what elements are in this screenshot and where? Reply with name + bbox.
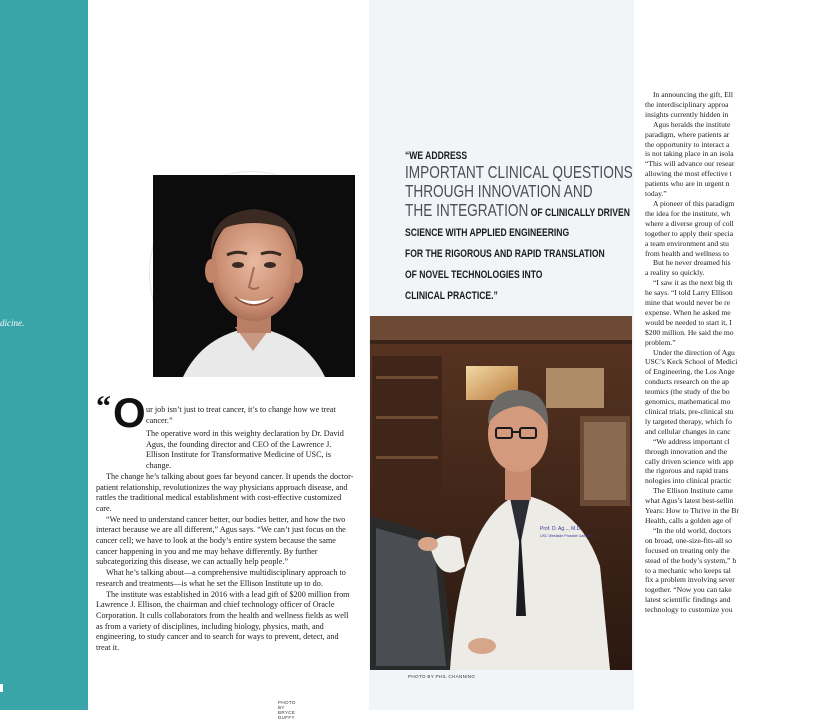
- right-column-line: $200 million. He said the mo: [645, 327, 734, 337]
- right-column-line: together. “Now you can take: [645, 585, 732, 595]
- right-column-line: the idea for the institute, wh: [645, 208, 731, 218]
- right-column-line: through innovation and the: [645, 446, 728, 456]
- right-column-paragraph: [645, 120, 835, 199]
- right-column-line: problem.”: [645, 337, 676, 347]
- right-column-line: together to apply their specia: [645, 228, 734, 238]
- right-column-line: “In the old world, doctors: [653, 525, 732, 535]
- pull-quote-line: “WE ADDRESS: [405, 150, 468, 162]
- right-column-line: to a mechanic who keeps tal: [645, 565, 731, 575]
- paragraph: The institute was established in 2016 with a lead gift of $200 million from Lawrence J. Ellison, the chairman and chief technology officer of Oracle Corporation. It culls collaborators from the health and wellness fields as well as from a variety of disciplines, including biology, physics, math, and engineering, to study cancer and to search for ways to prevent, detect, and treat it.: [96, 589, 350, 653]
- right-column-line: what Agus’s latest best-sellin: [645, 496, 734, 506]
- right-column-paragraph: [645, 486, 835, 526]
- right-column-line: But he never dreamed his: [653, 258, 731, 268]
- right-column-line: technology to customize you: [645, 605, 733, 615]
- right-column-line: expense. When he asked me: [645, 307, 731, 317]
- paragraph: The change he’s talking about goes far beyond cancer. It upends the doctor-patient relationship, revolutionizes the way physicians approach disease, and rattles the traditional medical establishment with cost-effective customized care.: [96, 471, 354, 513]
- pull-quote-line: [405, 200, 630, 223]
- opening-quote-mark: “: [96, 390, 111, 423]
- right-column-line: Health, calls a golden age of: [645, 515, 732, 525]
- right-column-line: the interdisciplinary approa: [645, 99, 729, 109]
- right-column-line: paradigm, where patients ar: [645, 129, 730, 139]
- right-column-line: “We address important cl: [653, 436, 730, 446]
- article-paragraphs: [96, 429, 354, 654]
- right-column-line: Under the direction of Agu: [653, 347, 735, 357]
- right-column-line: patients who are in urgent n: [645, 179, 730, 189]
- right-column-paragraph: [645, 278, 835, 347]
- lead-sentence: ur job isn’t just to treat cancer, it’s to change how we treat cancer.”: [146, 405, 336, 425]
- pull-quote-line: OF NOVEL TECHNOLOGIES INTO: [405, 269, 543, 281]
- paragraph: “We need to understand cancer better, our bodies better, and how the two interact because we are all different,” Agus says. “We can’t just focus on the cancer cell; we have to look at the body’s entire system because the same cancer happening in you and me may behave differently. By further subcategorizing this disease, we can actually help people.”: [96, 514, 346, 567]
- photo-credit-left: PHOTO BY BRYCE DUFFY: [278, 700, 296, 720]
- right-column-line: cally driven science with app: [645, 456, 734, 466]
- right-column-line: focused on treating only the: [645, 545, 730, 555]
- right-column-line: conducts research on the ap: [645, 377, 729, 387]
- right-column-line: USC’s Keck School of Medici: [645, 357, 738, 367]
- right-column-line: Agus heralds the institute: [653, 119, 731, 129]
- lab-photo: [370, 316, 632, 670]
- coat-name-embroidery: Prof. D. Ag..., M.D.: [540, 526, 582, 532]
- pull-quote-line: SCIENCE WITH APPLIED ENGINEERING: [405, 227, 570, 239]
- right-column-line: “I saw it as the next big th: [653, 278, 733, 288]
- right-column-line: insights currently hidden in: [645, 109, 729, 119]
- photo-credit-middle: PHOTO BY PHIL CHANNING: [408, 674, 476, 679]
- portrait-photo: [150, 172, 352, 374]
- right-column-line: latest scientific findings and: [645, 595, 731, 605]
- portrait-illustration: [153, 175, 355, 377]
- right-column-line: today.”: [645, 189, 667, 199]
- right-column-line: genomics, mathematical mo: [645, 397, 731, 407]
- right-column-line: A pioneer of this paradigm: [653, 198, 735, 208]
- right-column-paragraph: [645, 258, 835, 278]
- pull-quote-line: CLINICAL PRACTICE.”: [405, 290, 498, 302]
- right-column-line: ly targeted therapy, which fo: [645, 416, 732, 426]
- margin-mark: [0, 684, 3, 692]
- pull-quote: [405, 150, 635, 307]
- right-column-paragraph: [645, 90, 835, 120]
- right-column-line: “This will advance our resear: [645, 159, 735, 169]
- pull-quote-line: THROUGH INNOVATION AND: [405, 181, 593, 201]
- lab-photo-illustration: [370, 316, 632, 670]
- right-column-line: nologies into clinical practic: [645, 476, 732, 486]
- coat-dept-embroidery: USC Westside Prostate Cancer C...: [540, 534, 597, 538]
- right-column-paragraph: [645, 437, 835, 487]
- paragraph: The operative word in this weighty declaration by Dr. David Agus, the founding director and CEO of the Lawrence J. Ellison Institute for Transformative Medicine of USC, is change.: [146, 429, 344, 471]
- right-column-line: allowing the most effective t: [645, 169, 732, 179]
- right-column-line: the rigorous and rapid trans: [645, 466, 729, 476]
- right-column-line: a reality so quickly.: [645, 268, 705, 278]
- right-column-line: stead of the body’s system,” h: [645, 555, 737, 565]
- teal-margin-band: [0, 0, 88, 710]
- pull-quote-line: FOR THE RIGOROUS AND RAPID TRANSLATION: [405, 248, 605, 260]
- right-column-line: from health and wellness to: [645, 248, 729, 258]
- right-column-paragraph: [645, 348, 835, 437]
- right-column-line: is not taking place in an isola: [645, 149, 734, 159]
- right-column-line: The Ellison Institute came: [653, 486, 733, 496]
- right-column-line: clinical trials, pre-clinical stu: [645, 407, 734, 416]
- pull-quote-line: IMPORTANT CLINICAL QUESTIONS: [405, 162, 633, 182]
- drop-cap: O: [113, 389, 146, 436]
- right-column-line: and cellular changes in canc: [645, 426, 731, 436]
- right-column-line: In announcing the gift, Ell: [653, 90, 733, 99]
- paragraph: What he’s talking about—a comprehensive multidisciplinary approach to research and treatments—is what he set the Ellison Institute up to do.: [96, 568, 346, 588]
- right-column-line: a team environment and stu: [645, 238, 729, 248]
- right-column-line: the opportunity to interact a: [645, 139, 730, 149]
- right-column-line: he says. “I told Larry Ellison: [645, 288, 733, 298]
- right-column-line: Years: How to Thrive in the Br: [645, 506, 740, 516]
- right-column-paragraph: [645, 526, 835, 615]
- right-column-line: of Engineering, the Los Ange: [645, 367, 735, 377]
- right-column-paragraph: [645, 199, 835, 258]
- right-column-line: would be needed to start it, I: [645, 317, 732, 327]
- pull-quote-tail: OF CLINICALLY DRIVEN: [528, 207, 630, 219]
- right-column-line: on broad, one-size-fits-all so: [645, 535, 732, 545]
- right-column-line: mine that would never be re: [645, 298, 730, 308]
- right-column-line: fix a problem involving sever: [645, 575, 735, 585]
- pull-quote-emphasis: THE INTEGRATION: [405, 200, 529, 220]
- right-column-line: teomics (the study of the bo: [645, 387, 730, 397]
- margin-text-fragment: dicine.: [0, 318, 25, 328]
- right-column-text: [645, 90, 835, 615]
- right-page: [634, 0, 740, 710]
- right-column-line: where a diverse group of coll: [645, 218, 734, 228]
